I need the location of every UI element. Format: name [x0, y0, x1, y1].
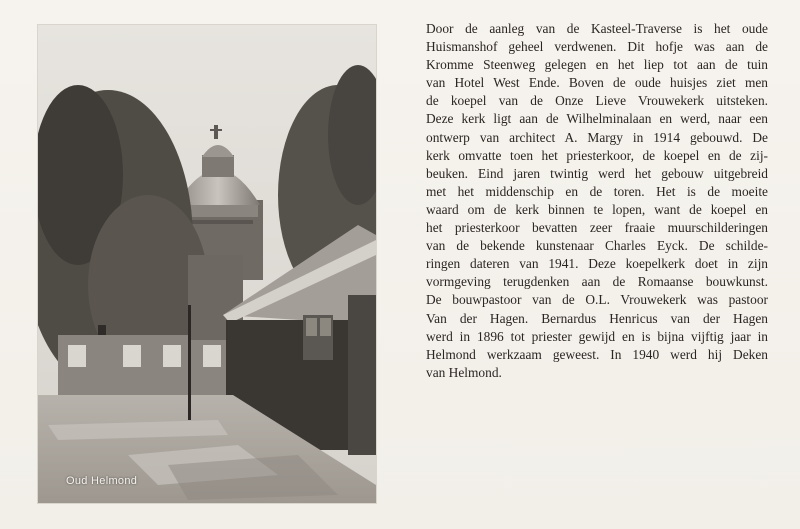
text-line: ontwerp van architect A. Margy in 1914 gebouwd. De: [426, 129, 768, 145]
photo-caption: Oud Helmond: [66, 475, 138, 487]
text-line: kerk omvatte toen het priesterkoor, de koepel en de zij-: [426, 147, 768, 163]
text-line: vormgeving terugdenken aan de Romaanse bouwkunst.: [426, 274, 768, 290]
street-scene-image: [38, 25, 376, 503]
text-line: De bouwpastoor van de O.L. Vrouwekerk was pastoor: [426, 292, 768, 308]
text-line: waard om de kerk binnen te lopen, want de koepel en: [426, 201, 768, 217]
text-line: Door de aanleg van de Kasteel-Traverse is het oude: [426, 21, 768, 36]
text-line: de koepel van de Onze Lieve Vrouwekerk uitsteken.: [426, 93, 768, 109]
text-line: het priesterkoor bevatten zeer fraaie muurschilderingen: [426, 220, 768, 236]
text-line: van Helmond.: [426, 364, 502, 380]
text-line: Kromme Steenweg gelegen en het liep tot aan de tuin: [426, 57, 768, 73]
text-line: werd in 1896 tot priester gewijd en is bijna vijftig jaar in: [426, 328, 768, 344]
body-text: [426, 20, 768, 382]
text-line: Deze kerk ligt aan de Wilhelminalaan en werd, naar een: [426, 111, 768, 127]
text-line: van Hotel West Ende. Boven de oude huisjes ziet men: [426, 75, 768, 91]
text-line: Van der Hagen. Bernardus Henricus van der Hagen: [426, 310, 768, 326]
text-line: ringen dateren van 1941. Deze koepelkerk doet in zijn: [426, 256, 768, 272]
text-line: Huismanshof geheel verdwenen. Dit hofje was aan de: [426, 39, 768, 55]
historic-photo: [38, 25, 376, 503]
text-line: met het middenschip en de toren. Het is de moeite: [426, 183, 768, 199]
text-line: beuken. Eind jaren twintig werd het gebouw uitgebreid: [426, 165, 768, 181]
text-line: Helmond werkzaam geweest. In 1940 werd hij Deken: [426, 346, 768, 362]
text-line: van de bekende kunstenaar Charles Eyck. De schilde-: [426, 238, 768, 254]
